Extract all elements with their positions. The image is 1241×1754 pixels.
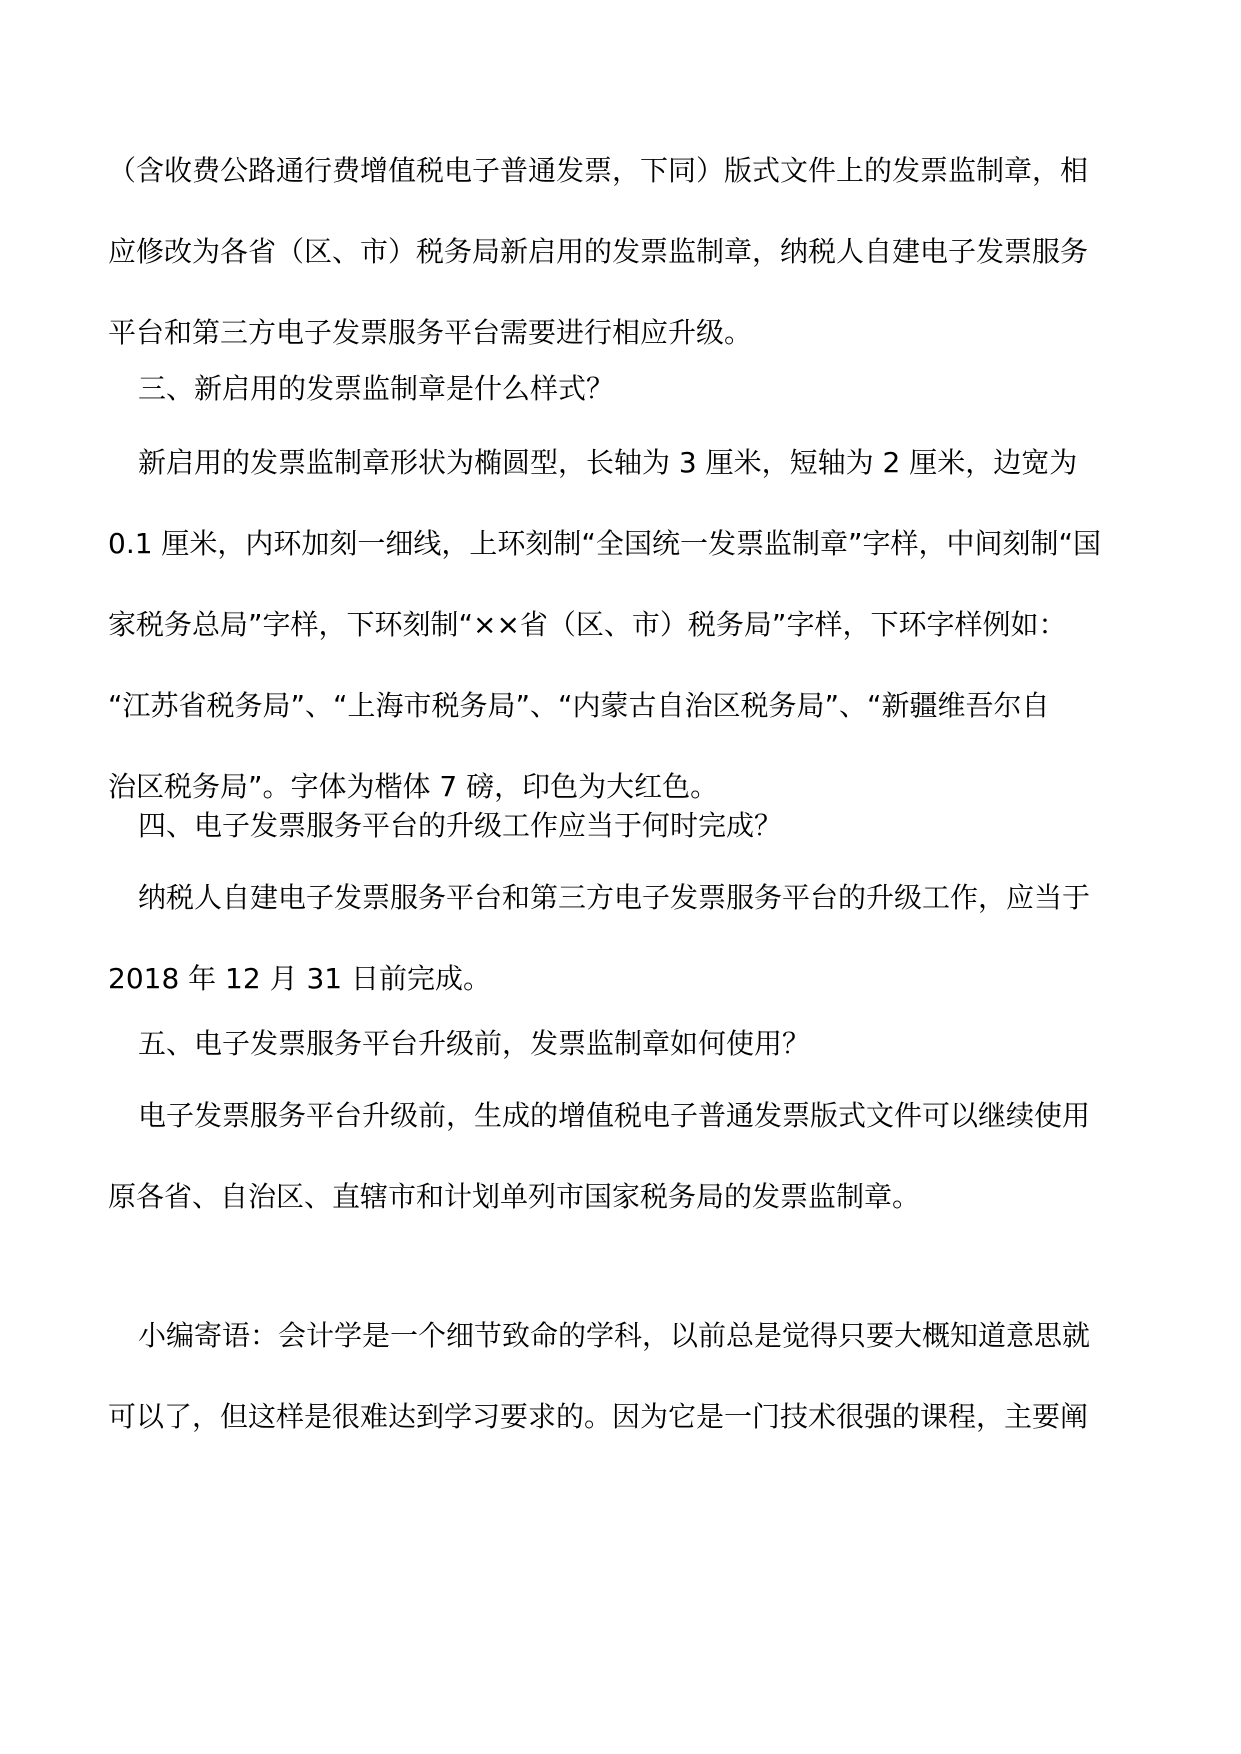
paragraph-note — [108, 130, 1138, 373]
text-line: 2018 年 12 月 31 日前完成。 — [108, 962, 492, 995]
heading-text: 五、电子发票服务平台升级前，发票监制章如何使用？ — [138, 1027, 811, 1060]
section-heading-4 — [108, 785, 1138, 866]
text-line: 治区税务局”。字体为楷体 7 磅，印色为大红色。 — [108, 770, 719, 803]
heading-text: 三、新启用的发票监制章是什么样式？ — [138, 372, 615, 405]
paragraph-before-upgrade — [108, 1075, 1138, 1237]
heading-text: 四、电子发票服务平台的升级工作应当于何时完成？ — [138, 809, 783, 842]
text-line: 小编寄语：会计学是一个细节致命的学科，以前总是觉得只要大概知道意思就 — [138, 1319, 1091, 1352]
text-line: 家税务总局”字样，下环刻制“××省（区、市）税务局”字样，下环字样例如： — [108, 608, 1067, 641]
text-line: 新启用的发票监制章形状为椭圆型，长轴为 3 厘米，短轴为 2 厘米，边宽为 — [138, 446, 1078, 479]
text-line: 原各省、自治区、直辖市和计划单列市国家税务局的发票监制章。 — [108, 1180, 921, 1213]
text-line: “江苏省税务局”、“上海市税务局”、“内蒙古自治区税务局”、“新疆维吾尔自 — [108, 689, 1050, 722]
text-line: 平台和第三方电子发票服务平台需要进行相应升级。 — [108, 316, 753, 349]
text-line: 0.1 厘米，内环加刻一细线，上环刻制“全国统一发票监制章”字样，中间刻制“国 — [108, 527, 1101, 560]
text-line: 电子发票服务平台升级前，生成的增值税电子普通发票版式文件可以继续使用 — [138, 1099, 1091, 1132]
text-line: 应修改为各省（区、市）税务局新启用的发票监制章，纳税人自建电子发票服务 — [108, 235, 1089, 268]
text-line: 纳税人自建电子发票服务平台和第三方电子发票服务平台的升级工作，应当于 — [138, 881, 1091, 914]
paragraph-editor-note — [108, 1295, 1138, 1457]
paragraph-deadline — [108, 857, 1138, 1019]
text-line: （含收费公路通行费增值税电子普通发票，下同）版式文件上的发票监制章，相 — [108, 154, 1089, 187]
section-heading-5 — [108, 1003, 1138, 1084]
section-heading-3 — [108, 348, 1138, 429]
paragraph-seal-style — [108, 422, 1138, 827]
text-line: 可以了，但这样是很难达到学习要求的。因为它是一门技术很强的课程，主要阐 — [108, 1400, 1089, 1433]
